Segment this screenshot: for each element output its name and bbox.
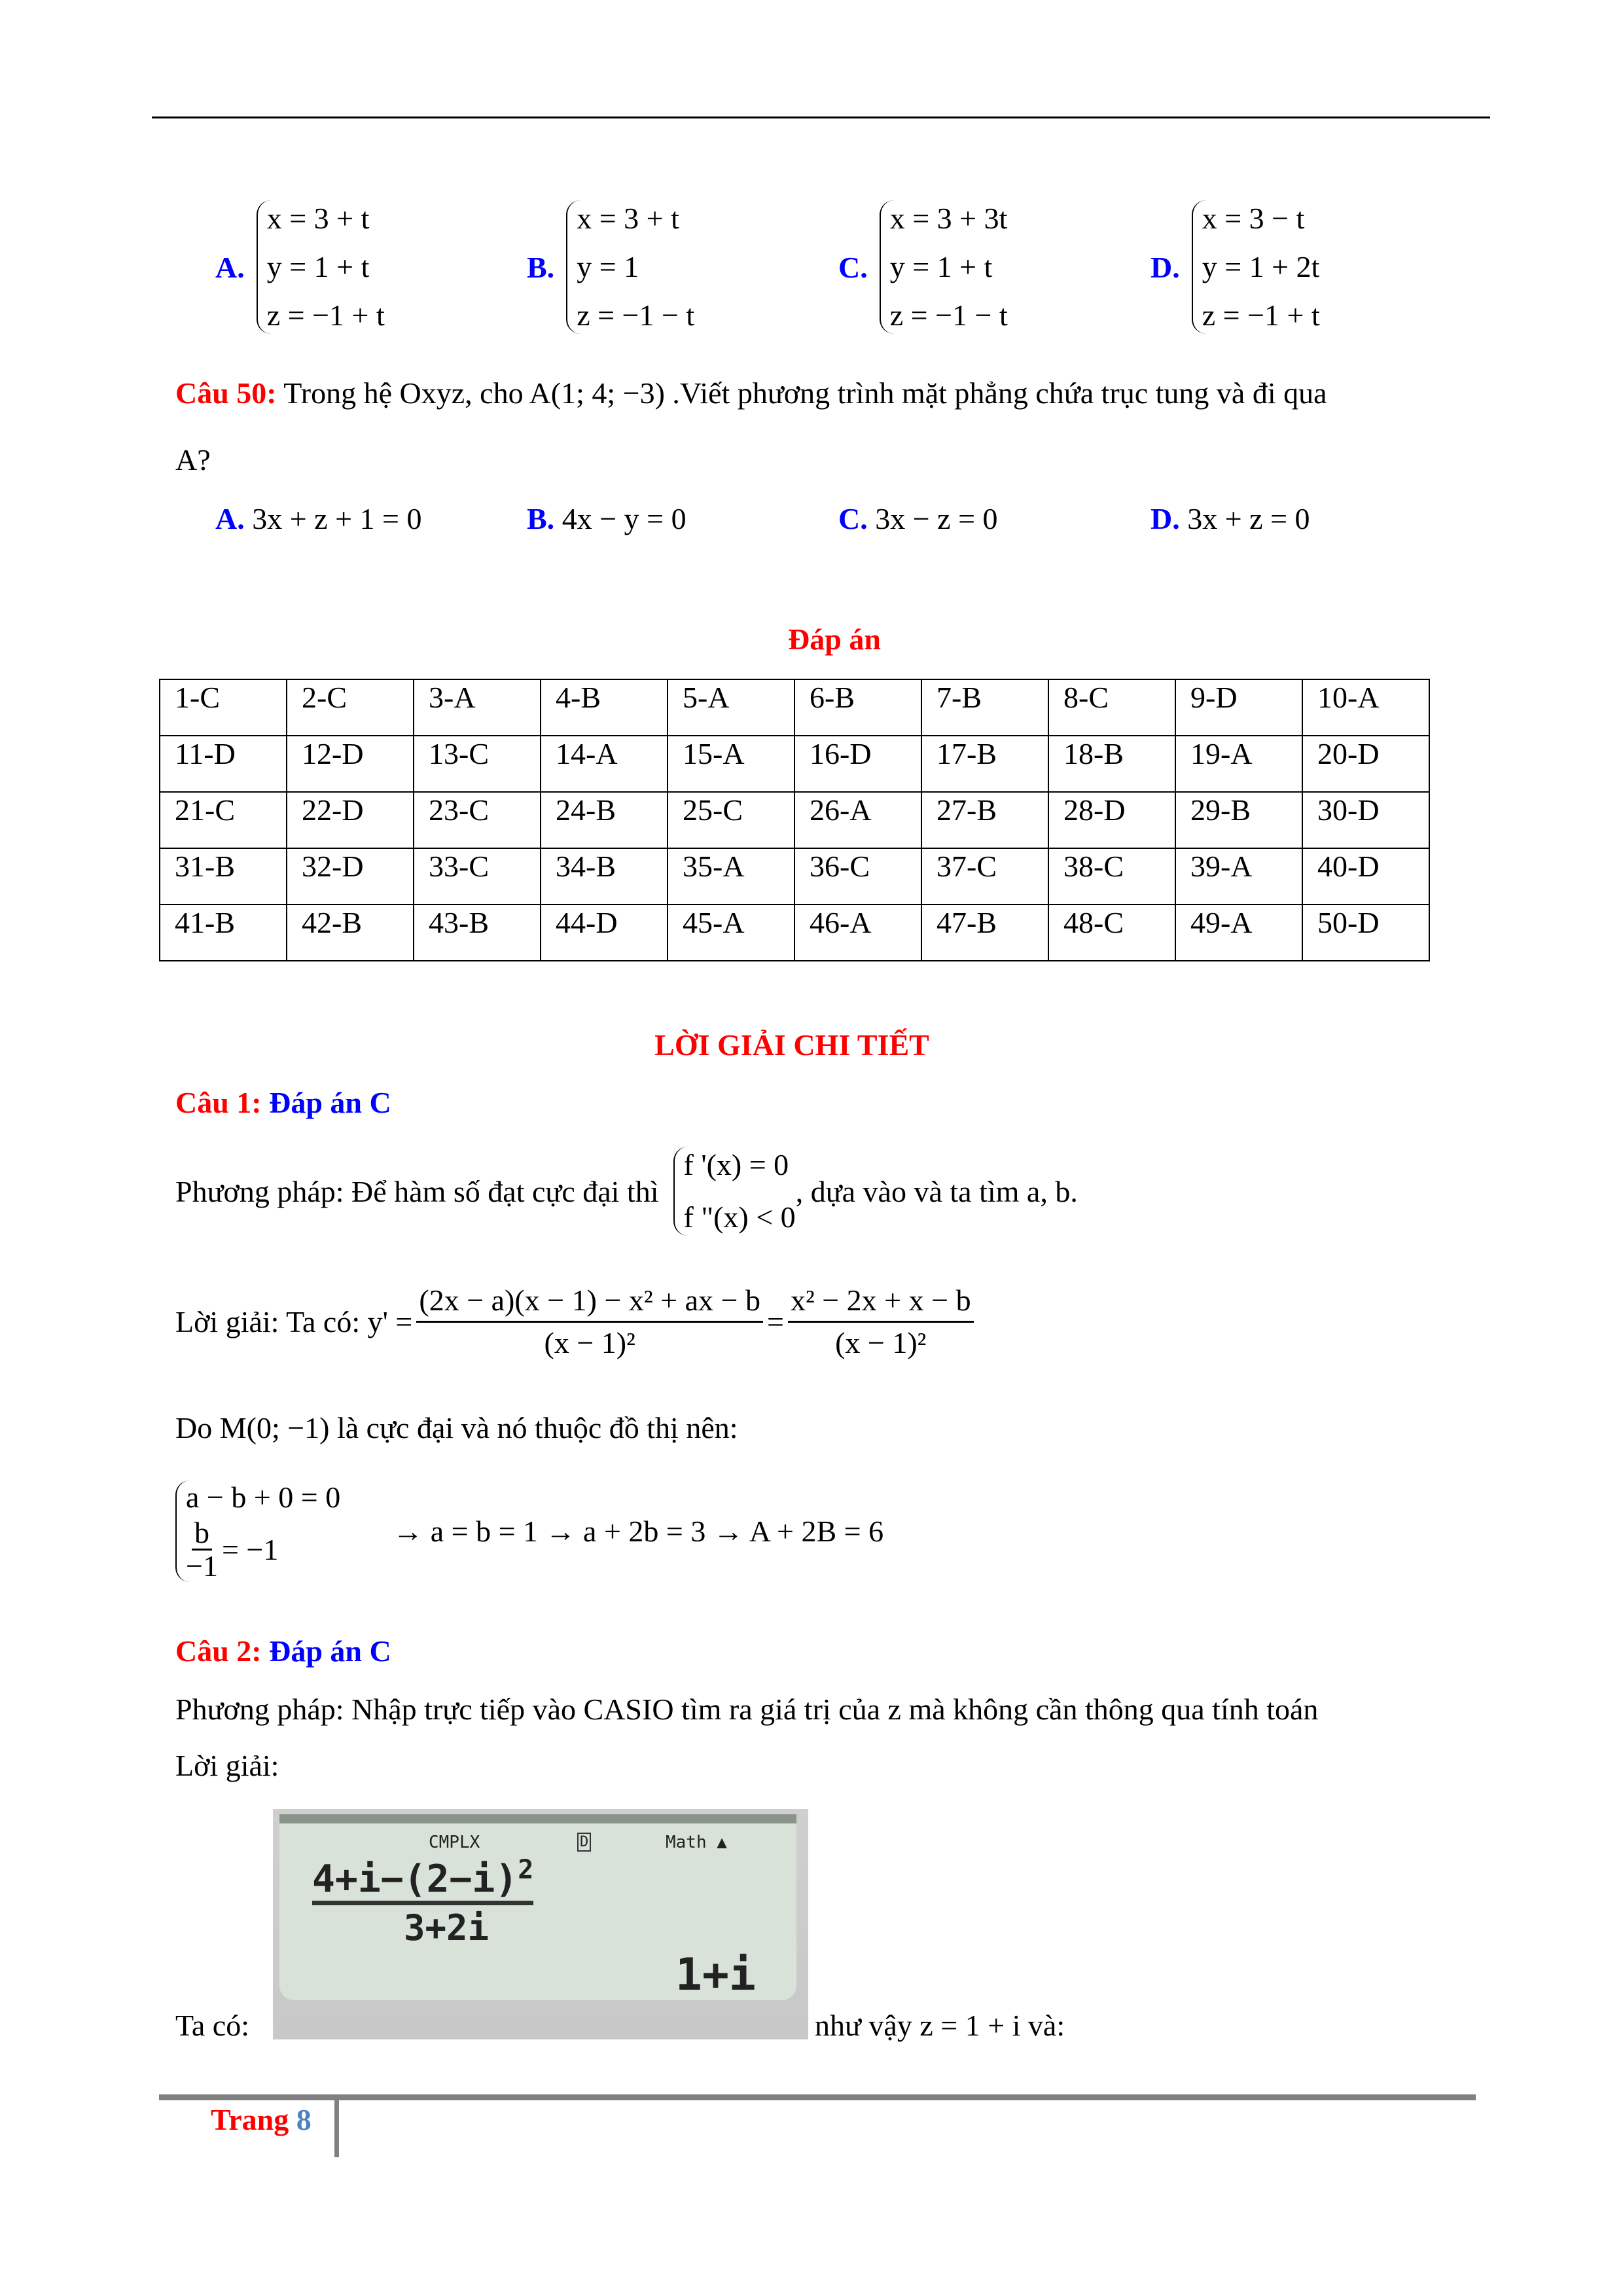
eq-line: y = 1 [577,250,639,283]
answer-cell: 36-C [794,848,921,905]
q50-option-a [215,501,421,536]
answer-cell: 42-B [287,905,414,961]
ta-co-label: Ta có: [175,2009,250,2042]
header-rule [152,117,1490,118]
exponent: 2 [518,1855,534,1885]
q1-method [175,1147,1078,1236]
eq-line: y = 1 + t [889,250,993,283]
solution-title: LỜI GIẢI CHI TIẾT [654,1028,929,1062]
footer-divider [334,2098,339,2157]
option-label: A. [215,502,245,535]
eq-line: z = −1 + t [266,298,385,332]
q2-heading [175,1634,391,1668]
question-text: Trong hệ Oxyz, cho A(1; 4; −3) .Viết phương trình mặt phẳng chứa trục tung và đi qua [283,376,1327,410]
q50-question-cont: A? [175,443,211,476]
eq-line: y = 1 + 2t [1202,250,1320,283]
q49-option-d [1150,200,1320,334]
eq-line: x = 3 + t [266,202,370,235]
answer-cell: 10-A [1302,679,1429,736]
answer-cell: 4-B [541,679,668,736]
eq-line: z = −1 + t [1202,298,1320,332]
q1-derivative [175,1280,978,1363]
answer-cell: 23-C [414,792,541,848]
answer-cell: 41-B [160,905,287,961]
q50-option-d [1150,501,1310,536]
page-number [211,2102,312,2137]
condition: f '(x) = 0 [683,1148,789,1181]
option-label: D. [1150,250,1180,284]
q1-point-text: Do M(0; −1) là cực đại và nó thuộc đồ thị nên: [175,1411,738,1444]
answer-cell: 24-B [541,792,668,848]
answer-cell: 20-D [1302,736,1429,792]
degree-icon: D [577,1833,591,1852]
answer-key-table [159,679,1430,961]
answer-cell: 32-D [287,848,414,905]
answer-row [160,848,1429,905]
eq-rhs: = −1 [221,1532,279,1566]
answer-cell: 21-C [160,792,287,848]
q50-question [175,376,1327,410]
math-indicator: Math ▲ [666,1833,727,1852]
option-label: C. [838,502,868,535]
denominator: (x − 1)² [544,1326,635,1359]
option-label: B. [527,250,555,284]
answer-cell: 25-C [668,792,794,848]
option-label: A. [215,250,245,284]
numerator [312,1855,533,1905]
answer-label: Đáp án C [269,1634,391,1668]
numerator-text: 4+i−(2−i) [312,1856,518,1901]
solution-prefix: Lời giải: Ta có: y' = [175,1305,413,1338]
answer-cell: 26-A [794,792,921,848]
calculator-screenshot [273,1809,808,2039]
answer-row [160,905,1429,961]
option-label: D. [1150,502,1180,535]
denominator: −1 [186,1549,218,1583]
answer-key-title: Đáp án [788,622,881,656]
q50-option-c [838,501,998,536]
answer-cell: 50-D [1302,905,1429,961]
answer-cell: 38-C [1048,848,1175,905]
answer-cell: 27-B [921,792,1048,848]
answer-cell: 40-D [1302,848,1429,905]
denominator: 3+2i [404,1907,490,1948]
answer-cell: 48-C [1048,905,1175,961]
q1-system [175,1480,883,1582]
question-label: Câu 1: [175,1086,262,1119]
answer-cell: 37-C [921,848,1048,905]
question-label: Câu 50: [175,376,277,410]
q2-conclusion: như vậy z = 1 + i và: [815,2009,1065,2042]
answer-cell: 33-C [414,848,541,905]
result: 1+i [675,1949,756,2001]
answer-cell: 31-B [160,848,287,905]
answer-cell: 16-D [794,736,921,792]
mode-indicator: CMPLX [429,1833,480,1852]
answer-cell: 14-A [541,736,668,792]
answer-cell: 28-D [1048,792,1175,848]
answer-cell: 29-B [1175,792,1302,848]
option-label: C. [838,250,868,284]
equals: = [767,1305,784,1338]
method-tail: , dựa vào và ta tìm a, b. [795,1174,1078,1208]
answer-cell: 45-A [668,905,794,961]
q50-option-b [527,501,687,536]
q2-method: Phương pháp: Nhập trực tiếp vào CASIO tìm ra giá trị của z mà không cần thông qua tính toán [175,1693,1319,1726]
answer-cell: 47-B [921,905,1048,961]
q49-option-a [215,200,385,334]
option-value: 4x − y = 0 [562,502,687,535]
answer-cell: 19-A [1175,736,1302,792]
answer-cell: 8-C [1048,679,1175,736]
answer-cell: 6-B [794,679,921,736]
numerator: b [192,1517,212,1551]
q1-heading [175,1085,391,1120]
answer-row [160,679,1429,736]
answer-cell: 15-A [668,736,794,792]
answer-cell: 12-D [287,736,414,792]
eq-line: x = 3 + 3t [889,202,1008,235]
page-word: Trang [211,2103,289,2136]
q49-option-b [527,200,694,334]
answer-cell: 39-A [1175,848,1302,905]
answer-cell: 43-B [414,905,541,961]
result: → a = b = 1 → a + 2b = 3 → A + 2B = 6 [393,1515,884,1548]
answer-cell: 18-B [1048,736,1175,792]
fraction [788,1280,974,1363]
option-value: 3x + z + 1 = 0 [252,502,422,535]
calculator-screen [279,1814,796,2000]
numerator: x² − 2x + x − b [788,1280,974,1323]
answer-cell: 7-B [921,679,1048,736]
answer-cell: 44-D [541,905,668,961]
eq-line: z = −1 − t [577,298,695,332]
fraction [186,1517,218,1582]
answer-cell: 49-A [1175,905,1302,961]
answer-cell: 13-C [414,736,541,792]
method-text: Phương pháp: Để hàm số đạt cực đại thì [175,1174,659,1208]
answer-cell: 30-D [1302,792,1429,848]
option-value: 3x − z = 0 [875,502,998,535]
q2-solution-label: Lời giải: [175,1749,279,1782]
fraction [416,1280,763,1363]
answer-label: Đáp án C [269,1086,391,1119]
answer-cell: 35-A [668,848,794,905]
denominator: (x − 1)² [835,1326,927,1359]
eq-line: x = 3 + t [577,202,679,235]
answer-cell: 1-C [160,679,287,736]
answer-cell: 46-A [794,905,921,961]
answer-cell: 9-D [1175,679,1302,736]
answer-cell: 34-B [541,848,668,905]
condition: f "(x) < 0 [683,1200,796,1234]
eq-line: z = −1 − t [889,298,1008,332]
eq-line: x = 3 − t [1202,202,1305,235]
answer-cell: 5-A [668,679,794,736]
answer-cell: 22-D [287,792,414,848]
numerator: (2x − a)(x − 1) − x² + ax − b [416,1280,763,1323]
answer-cell: 2-C [287,679,414,736]
option-value: 3x + z = 0 [1187,502,1310,535]
footer-rule [159,2094,1476,2100]
answer-cell: 11-D [160,736,287,792]
eq-line: a − b + 0 = 0 [186,1480,341,1514]
answer-cell: 3-A [414,679,541,736]
answer-row [160,792,1429,848]
q49-option-c [838,200,1008,334]
option-label: B. [527,502,555,535]
answer-cell: 17-B [921,736,1048,792]
page-num: 8 [296,2103,312,2136]
question-label: Câu 2: [175,1634,262,1668]
eq-line: y = 1 + t [266,250,370,283]
answer-row [160,736,1429,792]
